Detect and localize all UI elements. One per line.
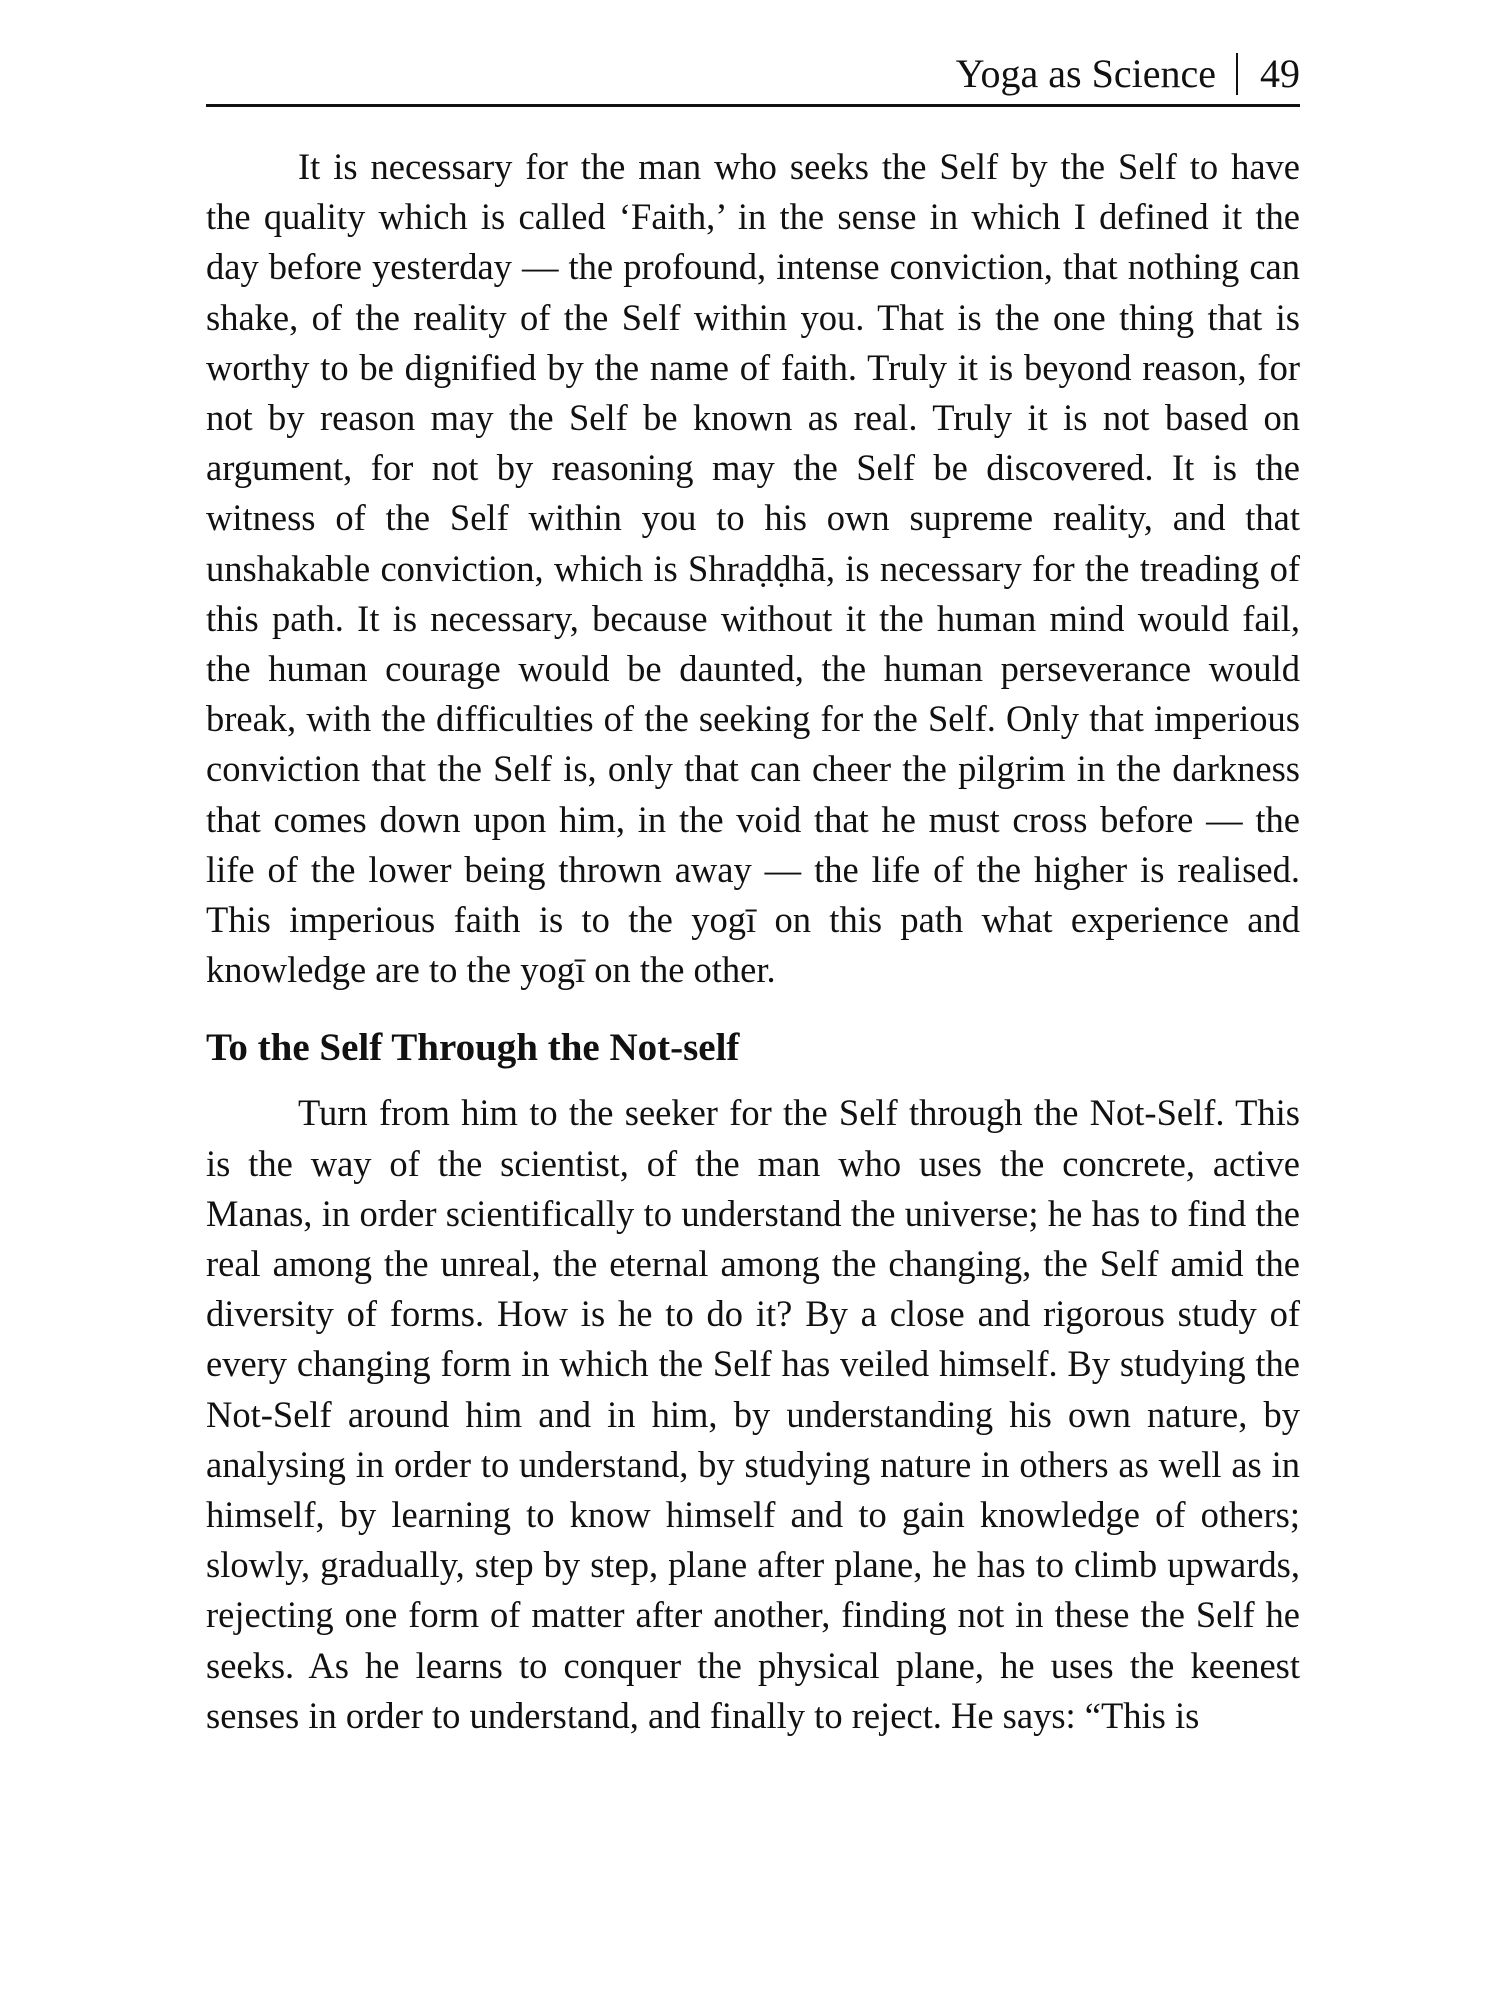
running-header	[206, 46, 1300, 102]
header-separator	[1236, 53, 1238, 95]
paragraph-faith: It is necessary for the man who seeks the Self by the Self to have the quality which is called ‘Faith,’ in the sense in which I defined it the day before yesterday — the profound, intense conviction, that nothing can shake, of the reality of the Self within you. That is the one thing that is worthy to be dignified by the name of faith. Truly it is beyond reason, for not by reason may the Self be known as real. Truly it is not based on argument, for not by reasoning may the Self be discovered. It is the witness of the Self within you to his own supreme reality, and that unshakable conviction, which is Shraḍḍhā, is necessary for the treading of this path. It is necessary, because without it the human mind would fail, the human courage would be daunted, the human perseverance would break, with the difficulties of the seeking for the Self. Only that imperious conviction that the Self is, only that can cheer the pilgrim in the darkness that comes down upon him, in the void that he must cross before — the life of the lower being thrown away — the life of the higher is realised. This imperious faith is to the yogī on this path what experience and knowledge are to the yogī on the other.	[206, 146, 1300, 991]
header-rule	[206, 104, 1300, 107]
section-heading: To the Self Through the Not-self	[206, 1026, 740, 1070]
paragraph-not-self: Turn from him to the seeker for the Self through the Not-Self. This is the way of the scientist, of the man who uses the concrete, active Manas, in order scientifically to understand the universe; he has to find the real among the unreal, the eternal among the changing, the Self amid the diversity of forms. How is he to do it? By a close and rigorous study of every changing form in which the Self has veiled himself. By studying the Not-Self around him and in him, by understanding his own nature, by analysing in order to understand, by studying nature in others as well as in himself, by learning to know himself and to gain knowledge of others; slowly, gradually, step by step, plane after plane, he has to climb upwards, rejecting one form of matter after another, finding not in these the Self he seeks. As he learns to conquer the physical plane, he uses the keenest senses in order to understand, and finally to reject. He says: “This is	[206, 1092, 1300, 1736]
page-number: 49	[1260, 51, 1300, 96]
running-title: Yoga as Science	[955, 51, 1216, 96]
page-body	[206, 142, 1300, 1741]
book-page	[206, 0, 1300, 2000]
